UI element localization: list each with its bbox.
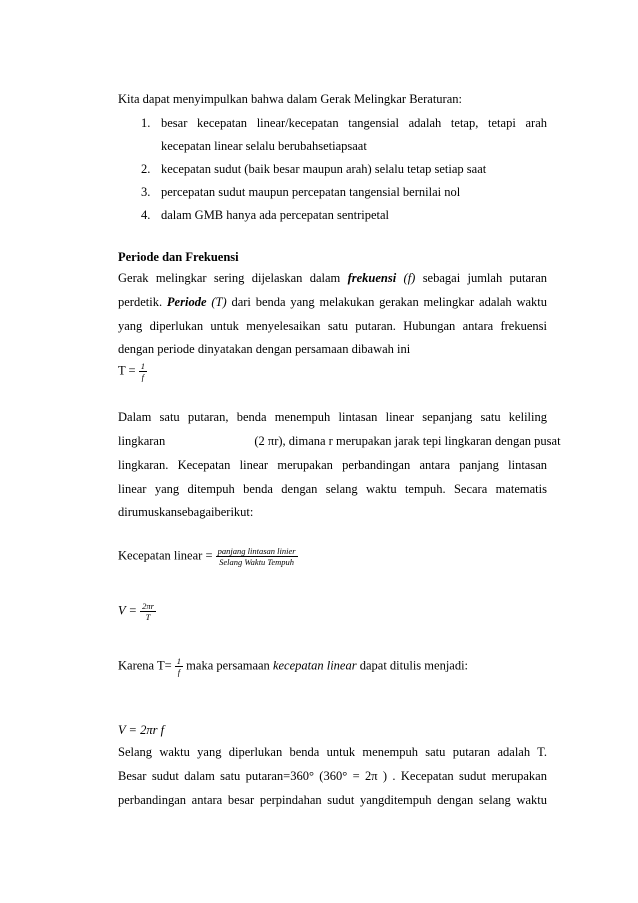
text-run: maka persamaan [186, 658, 270, 673]
list-number: 2. [141, 162, 151, 176]
text-run: (2 πr), dimana r merupakan jarak tepi lingkaran dengan pusat [254, 434, 561, 448]
paragraph-line: dirumuskansebagaiberikut: [118, 505, 254, 519]
paragraph-line [118, 294, 547, 310]
paragraph-line [118, 656, 468, 677]
equation-linear-speed [118, 546, 298, 567]
term-periode: Periode [166, 295, 207, 309]
intro-text: Kita dapat menyimpulkan bahwa dalam Gerak Melingkar Beraturan: [118, 92, 462, 106]
list-item-line: besar kecepatan linear/kecepatan tangensial adalah tetap, tetapi arah [161, 116, 547, 130]
paragraph-line: Selang waktu yang diperlukan benda untuk menempuh satu putaran adalah T. [118, 745, 547, 759]
paragraph-line: yang diperlukan untuk menyelesaikan satu putaran. Hubungan antara frekuensi [118, 319, 547, 333]
list-item-line: dalam GMB hanya ada percepatan sentripetal [161, 208, 390, 222]
fraction-numerator: panjang lintasan linier [217, 546, 296, 556]
fraction [175, 656, 183, 677]
paragraph-line: lingkaran. Kecepatan linear merupakan perbandingan antara panjang lintasan [118, 458, 547, 472]
text-run: Gerak melingkar sering dijelaskan dalam [118, 271, 341, 285]
term-kecepatan-linear: kecepatan linear [272, 658, 357, 673]
list-item-line: kecepatan linear selalu berubahsetiapsaat [161, 139, 367, 153]
equation-period [118, 361, 147, 382]
equation-v [118, 601, 156, 622]
fraction-denominator: Selang Waktu Tempuh [219, 557, 295, 567]
paragraph-line: perbandingan antara besar perpindahan sudut yangditempuh dengan selang waktu [118, 793, 547, 807]
list-number: 3. [141, 185, 151, 199]
text-run: sebagai jumlah putaran [422, 271, 548, 285]
text-run: perdetik. [118, 295, 163, 309]
term-frekuensi: frekuensi [347, 271, 397, 285]
fraction-denominator: f [177, 667, 181, 677]
symbol-f: (f) [403, 271, 416, 285]
paragraph-line: linear yang ditempuh benda dengan selang waktu tempuh. Secara matematis [118, 482, 547, 496]
symbol-t: (T) [211, 295, 227, 309]
fraction [140, 601, 156, 622]
equation-v-final: V = 2πr f [118, 723, 165, 737]
equation-lhs: V = [118, 603, 137, 618]
fraction-numerator: 2πr [142, 601, 154, 611]
list-number: 4. [141, 208, 151, 222]
fraction-numerator: 1 [140, 361, 145, 371]
paragraph-line: Besar sudut dalam satu putaran=360° (360° = 2π ) . Kecepatan sudut merupakan [118, 769, 547, 783]
equation-lhs: T = [118, 363, 136, 378]
fraction-denominator: T [145, 612, 151, 622]
fraction-numerator: 1 [176, 656, 182, 666]
paragraph-line: Dalam satu putaran, benda menempuh lintasan linear sepanjang satu keliling [118, 410, 547, 424]
fraction [216, 546, 298, 567]
list-number: 1. [141, 116, 151, 130]
text-run: Karena T= [118, 658, 172, 673]
text-run: lingkaran [118, 434, 166, 448]
text-run: dapat ditulis menjadi: [359, 658, 469, 673]
equation-lhs: Kecepatan linear = [118, 548, 213, 563]
paragraph-line [118, 433, 561, 449]
section-heading: Periode dan Frekuensi [118, 250, 239, 264]
list-item-line: percepatan sudut maupun percepatan tangensial bernilai nol [161, 185, 461, 199]
paragraph-line: dengan periode dinyatakan dengan persamaan dibawah ini [118, 342, 411, 356]
fraction [139, 361, 147, 382]
paragraph-line [118, 270, 547, 286]
fraction-denominator: f [141, 372, 145, 382]
list-item-line: kecepatan sudut (baik besar maupun arah) selalu tetap setiap saat [161, 162, 487, 176]
text-run: dari benda yang melakukan gerakan melingkar adalah waktu [231, 295, 548, 309]
